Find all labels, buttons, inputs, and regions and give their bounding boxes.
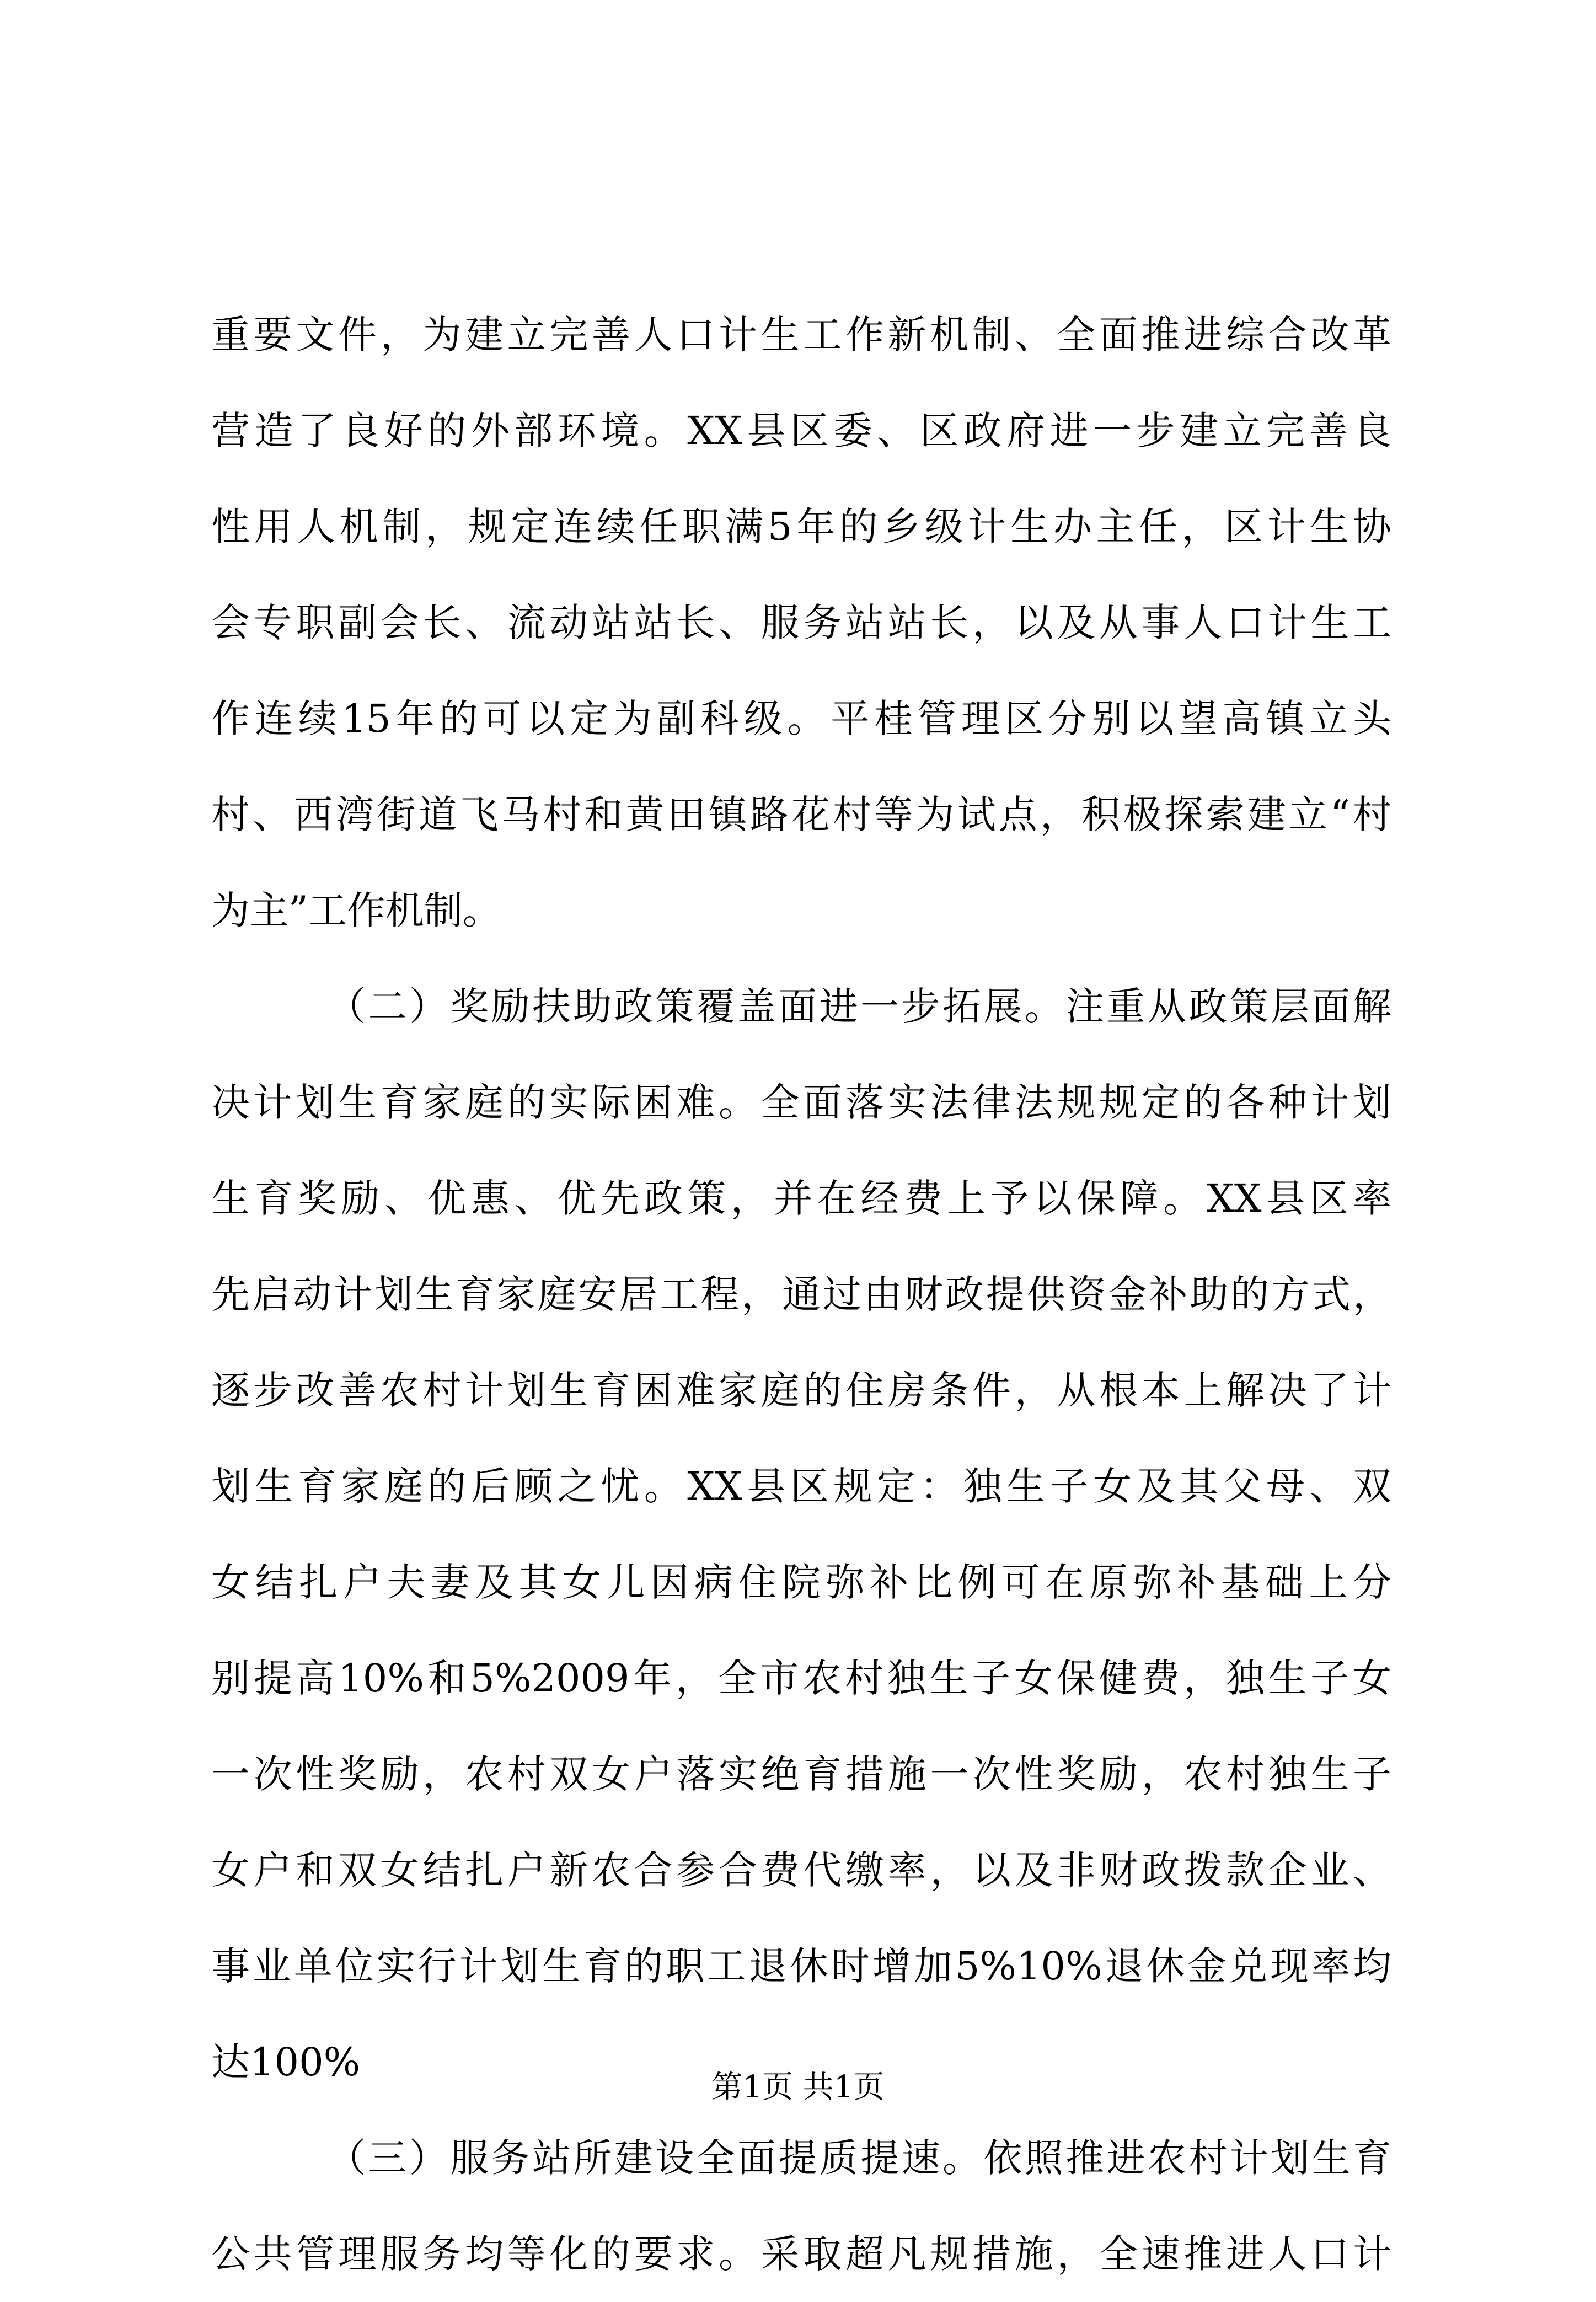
section-heading-line: （三）服务站所建设全面提质提速。依照推进农村计划生育 xyxy=(327,2135,1391,2181)
text-line: 营造了良好的外部环境。XX县区委、区政府进一步建立完善良 xyxy=(211,408,1391,453)
text-line: 达100% xyxy=(211,2039,361,2085)
text-line: 一次性奖励，农村双女户落实绝育措施一次性奖励，农村独生子 xyxy=(211,1752,1391,1797)
text-line: 逐步改善农村计划生育困难家庭的住房条件，从根本上解决了计 xyxy=(211,1368,1391,1413)
text-line: 作连续15年的可以定为副科级。平桂管理区分别以望高镇立头 xyxy=(211,696,1391,741)
text-line: 别提高10%和5%2009年，全市农村独生子女保健费，独生子女 xyxy=(211,1656,1391,1701)
text-line: 女户和双女结扎户新农合参合费代缴率，以及非财政拨款企业、 xyxy=(211,1848,1391,1893)
text-line: 女结扎户夫妻及其女儿因病住院弥补比例可在原弥补基础上分 xyxy=(211,1560,1391,1605)
text-line: 为主”工作机制。 xyxy=(211,888,501,933)
document-body xyxy=(211,287,1391,2302)
text-line: 决计划生育家庭的实际困难。全面落实法律法规规定的各种计划 xyxy=(211,1080,1391,1125)
text-line: 先启动计划生育家庭安居工程，通过由财政提供资金补助的方式， xyxy=(211,1272,1391,1317)
text-line: 性用人机制，规定连续任职满5年的乡级计生办主任，区计生协 xyxy=(211,504,1391,549)
text-line: 生育奖励、优惠、优先政策，并在经费上予以保障。XX县区率 xyxy=(211,1176,1391,1221)
section-heading-line: （二）奖励扶助政策覆盖面进一步拓展。注重从政策层面解 xyxy=(327,984,1391,1029)
text-line: 重要文件，为建立完善人口计生工作新机制、全面推进综合改革 xyxy=(211,312,1391,357)
text-line: 会专职副会长、流动站站长、服务站站长，以及从事人口计生工 xyxy=(211,600,1391,645)
page-footer: 第1页 共1页 xyxy=(711,2069,885,2105)
text-line: 村、西湾街道飞马村和黄田镇路花村等为试点，积极探索建立“村 xyxy=(211,792,1391,837)
text-line: 公共管理服务均等化的要求。采取超凡规措施，全速推进人口计 xyxy=(211,2231,1391,2277)
text-line: 事业单位实行计划生育的职工退休时增加5%10%退休金兑现率均 xyxy=(211,1944,1391,1989)
text-line: 划生育家庭的后顾之忧。XX县区规定：独生子女及其父母、双 xyxy=(211,1464,1391,1509)
